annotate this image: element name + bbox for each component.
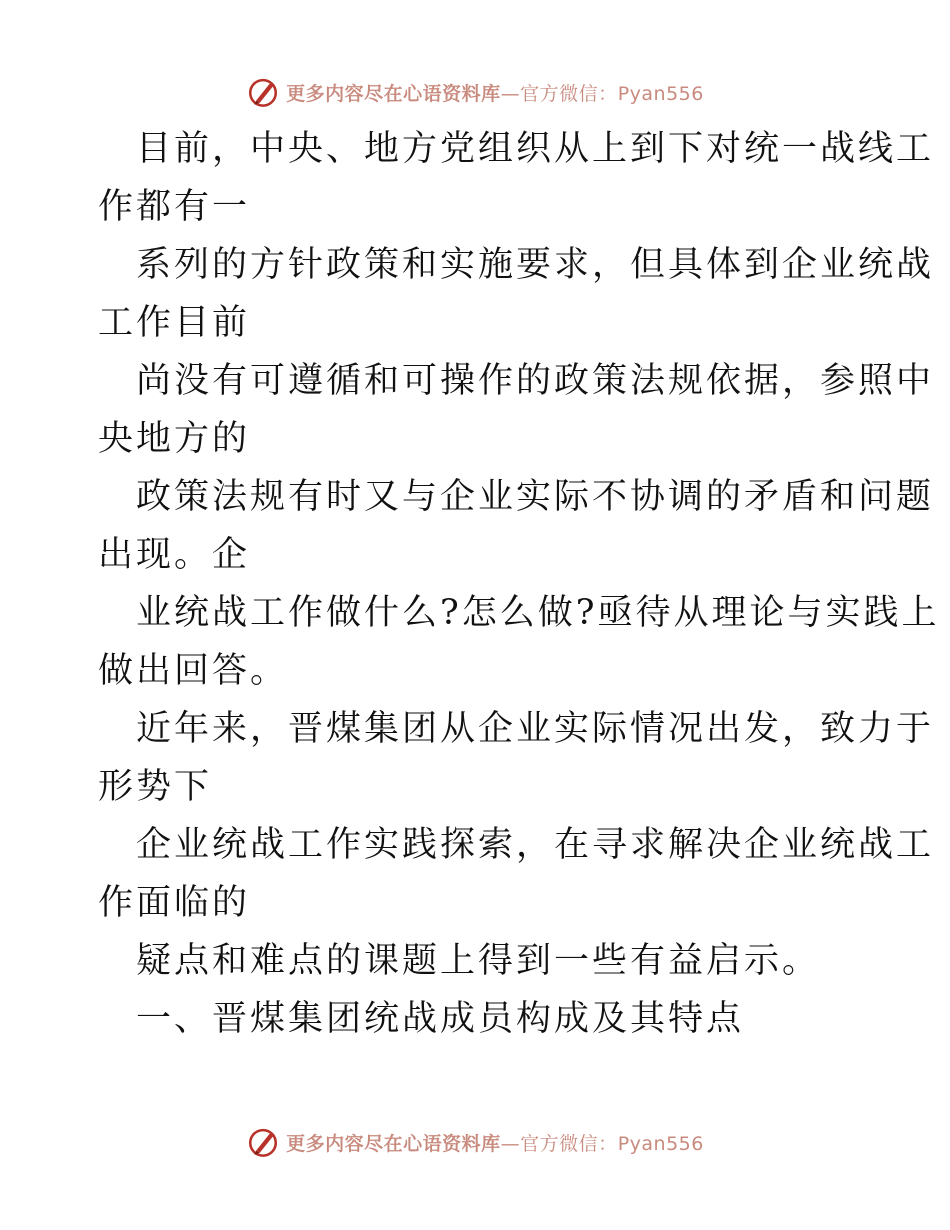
text-line: 作都有一	[98, 187, 251, 227]
section-heading: 一、晋煤集团统战成员构成及其特点	[136, 999, 745, 1039]
text-line: 政策法规有时又与企业实际不协调的矛盾和问题	[136, 477, 935, 517]
text-line: 业统战工作做什么?怎么做?亟待从理论与实践上	[136, 593, 940, 633]
text-line: 做出回答。	[98, 651, 289, 691]
text-line: 企业统战工作实践探索，在寻求解决企业统战工	[136, 825, 935, 865]
wechat-id: Pyan556	[617, 82, 704, 105]
text-line: 系列的方针政策和实施要求，但具体到企业统战	[136, 245, 935, 285]
text-line: 工作目前	[98, 303, 251, 343]
pen-logo-icon	[246, 1125, 280, 1159]
watermark-dash: —	[500, 82, 521, 105]
watermark-dash: —	[500, 1132, 521, 1155]
document-body	[98, 120, 940, 1048]
text-line: 疑点和难点的课题上得到一些有益启示。	[136, 941, 821, 981]
footer-watermark	[0, 1122, 950, 1162]
pen-logo-icon	[246, 75, 280, 109]
text-line: 出现。企	[98, 535, 251, 575]
watermark-text	[286, 79, 704, 106]
text-line: 尚没有可遵循和可操作的政策法规依据，参照中	[136, 361, 935, 401]
wechat-label: 官方微信：	[520, 1132, 618, 1155]
header-watermark	[0, 72, 950, 112]
watermark-text	[286, 1129, 704, 1156]
text-line: 目前，中央、地方党组织从上到下对统一战线工	[136, 129, 935, 169]
wechat-label: 官方微信：	[520, 82, 618, 105]
wechat-id: Pyan556	[617, 1132, 704, 1155]
text-line: 央地方的	[98, 419, 251, 459]
library-name: 更多内容尽在心语资料库	[286, 1132, 501, 1155]
library-name: 更多内容尽在心语资料库	[286, 82, 501, 105]
text-line: 作面临的	[98, 883, 251, 923]
text-line: 形势下	[98, 767, 213, 807]
text-line: 近年来，晋煤集团从企业实际情况出发，致力于	[136, 709, 935, 749]
